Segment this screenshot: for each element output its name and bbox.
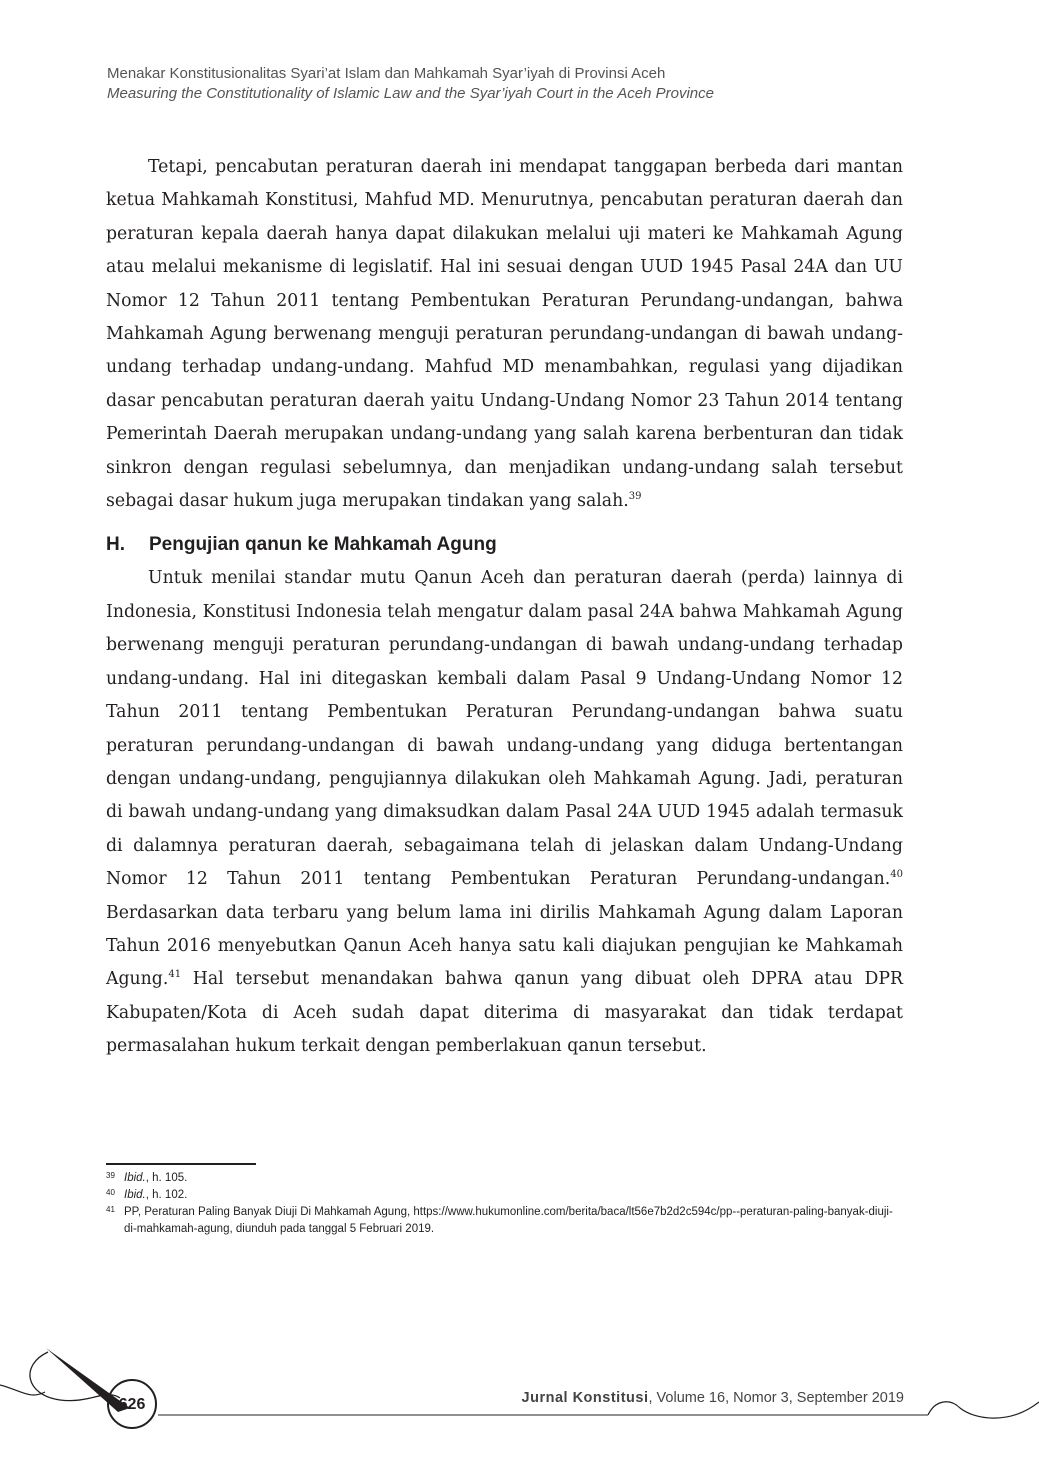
footnote-ref-39[interactable]: 39 bbox=[628, 491, 642, 503]
paragraph-1-text: Tetapi, pencabutan peraturan daerah ini mendapat tanggapan berbeda dari mantan ketua Mahkamah Konstitusi, Mahfud MD. Menurutnya, pencabutan peraturan daerah dan peraturan kepala daerah hanya dapat dilakukan melalui uji materi ke Mahkamah Agung atau melalui mekanisme di legislatif. Hal ini sesuai dengan UUD 1945 Pasal 24A dan UU Nomor 12 Tahun 2011 tentang Pembentukan Peraturan Perundang-undangan, bahwa Mahkamah Agung berwenang menguji peraturan perundang-undangan di bawah undang-undang terhadap undang-undang. Mahfud MD menambahkan, regulasi yang dijadikan dasar pencabutan peraturan daerah yaitu Undang-Undang Nomor 23 Tahun 2014 tentang Pemerintah Daerah merupakan undang-undang yang salah karena berbenturan dan tidak sinkron dengan regulasi sebelumnya, dan menjadikan undang-undang salah tersebut sebagai dasar hukum juga merupakan tindakan yang salah. bbox=[106, 157, 903, 512]
paragraph-2 bbox=[106, 562, 903, 1063]
running-header bbox=[107, 64, 907, 104]
section-heading bbox=[106, 528, 903, 562]
paragraph-2-text-a: Untuk menilai standar mutu Qanun Aceh dan peraturan daerah (perda) lainnya di Indonesia, Konstitusi Indonesia telah mengatur dalam pasal 24A bahwa Mahkamah Agung berwenang menguji peraturan perundang-undangan di bawah undang-undang terhadap undang-undang. Hal ini ditegaskan kembali dalam Pasal 9 Undang-Undang Nomor 12 Tahun 2011 tentang Pembentukan Peraturan Perundang-undangan bahwa suatu peraturan perundang-undangan di bawah undang-undang yang diduga bertentangan dengan undang-undang, pengujiannya dilakukan oleh Mahkamah Agung. Jadi, peraturan di bawah undang-undang yang dimaksudkan dalam Pasal 24A UUD 1945 adalah termasuk di dalamnya peraturan daerah, sebagaimana telah di jelaskan dalam Undang-Undang Nomor 12 Tahun 2011 tentang Pembentukan Peraturan Perundang-undangan. bbox=[106, 568, 903, 890]
journal-name: Jurnal Konstitusi bbox=[521, 1390, 649, 1406]
footnote-italic: Ibid. bbox=[124, 1172, 146, 1184]
footnote-ref-41[interactable]: 41 bbox=[168, 969, 182, 981]
footnote-italic: Ibid. bbox=[124, 1189, 146, 1201]
article-body bbox=[106, 151, 903, 1064]
footer-swirl-right bbox=[928, 1402, 1039, 1418]
footnote-41 bbox=[106, 1204, 904, 1238]
running-header-english: Measuring the Constitutionality of Islamic Law and the Syar’iyah Court in the Aceh Province bbox=[107, 85, 714, 102]
footnote-separator bbox=[106, 1163, 256, 1165]
paragraph-2-text-b: Berdasarkan data terbaru yang belum lama ini dirilis Mahkamah Agung dalam Laporan Tahun 2016 menyebutkan Qanun Aceh hanya satu kali diajukan pengujian ke Mahkamah Agung. bbox=[106, 902, 903, 990]
journal-issue: , Volume 16, Nomor 3, September 2019 bbox=[648, 1390, 904, 1406]
section-letter: H. bbox=[106, 534, 125, 556]
footnote-text: , h. 105. bbox=[145, 1172, 188, 1184]
section-title: Pengujian qanun ke Mahkamah Agung bbox=[149, 534, 497, 556]
footnote-ref-40[interactable]: 40 bbox=[890, 869, 903, 881]
paragraph-2-text-c: Hal tersebut menandakan bahwa qanun yang dibuat oleh DPRA atau DPR Kabupaten/Kota di Aceh sudah dapat diterima di masyarakat dan tidak terdapat permasalahan hukum terkait dengan pemberlakuan qanun tersebut. bbox=[106, 969, 903, 1057]
footnote-40 bbox=[106, 1187, 904, 1204]
page-number: 626 bbox=[118, 1396, 146, 1413]
footnote-text: , h. 102. bbox=[145, 1189, 188, 1201]
footer-swirl-tail bbox=[0, 1385, 45, 1395]
footnotes bbox=[106, 1170, 904, 1238]
paragraph-1 bbox=[106, 151, 903, 518]
footnote-39 bbox=[106, 1170, 904, 1187]
footnote-number: 41 bbox=[106, 1205, 115, 1214]
journal-citation bbox=[440, 1390, 904, 1406]
footnote-text[interactable]: PP, Peraturan Paling Banyak Diuji Di Mahkamah Agung, https://www.hukumonline.com/berita/baca/lt56e7b2d2c594c/pp--peraturan-paling-banyak-diuji-di-mahkamah-agung, diunduh pada tanggal 5 Februari 2019. bbox=[124, 1206, 893, 1235]
footnote-number: 39 bbox=[106, 1171, 115, 1180]
running-header-indonesian: Menakar Konstitusionalitas Syari’at Islam dan Mahkamah Syar’iyah di Provinsi Aceh bbox=[107, 65, 666, 82]
footnote-number: 40 bbox=[106, 1188, 115, 1197]
